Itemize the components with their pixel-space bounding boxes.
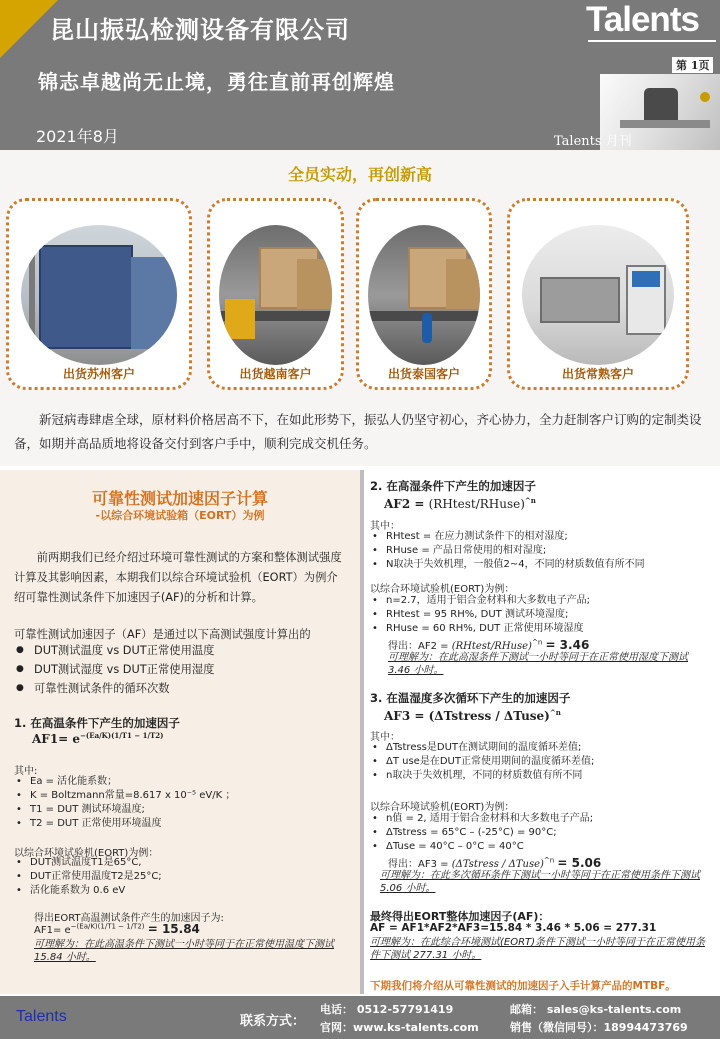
shipping-card-label: 出货泰国客户 — [387, 367, 460, 381]
list-item: • ΔT use是在DUT正常使用期间的温度循环差值; — [370, 755, 710, 769]
list-item: ● 可靠性测试条件的循环次数 — [14, 679, 348, 698]
chamber-shape-2 — [131, 257, 177, 349]
section-2-heading: 2. 在高湿条件下产生的加速因子 — [370, 479, 536, 493]
worker-shape — [422, 313, 432, 343]
result-value: = 15.84 — [147, 922, 200, 936]
brand-underline — [588, 40, 716, 42]
truck-photo — [219, 225, 332, 365]
screen-shape — [632, 271, 660, 287]
next-issue-teaser: 下期我们将介绍从可靠性测试的加速因子入手计算产品的MTBF。 — [370, 980, 676, 992]
example-label: 以综合环境试验机(EORT)为例： — [370, 584, 515, 595]
example-list — [370, 594, 710, 636]
list-item: • N取决于失效机理，一般值2~4，不同的材质数值有所不同 — [370, 558, 710, 572]
result-label: 得出：AF3 = — [388, 859, 449, 870]
website-link[interactable]: 官网：www.ks-talents.com — [320, 1021, 479, 1034]
list-item: • n取决于失效机理，不同的材质数值有所不同 — [370, 769, 710, 783]
af1-note: 可理解为：在此高温条件下测试一小时等同于在正常使用温度下测试 15.84 小时。 — [34, 939, 334, 963]
crate-shape-2 — [297, 259, 332, 309]
final-heading: 最终得出EORT整体加速因子(AF)： — [370, 910, 550, 923]
sales-phone: 销售（微信同号）：18994473769 — [510, 1021, 688, 1034]
example-label: 以综合环境试验机(EORT)为例： — [14, 848, 159, 859]
shipping-card-suzhou — [6, 198, 192, 390]
article-subtitle: -以综合环境试验箱（EORT）为例 — [95, 509, 265, 522]
definition-list — [14, 775, 348, 831]
formula-label: AF3 = — [384, 709, 425, 723]
list-item: • T2 = DUT 正常使用环境温度 — [14, 817, 348, 831]
list-item: • RHtest = 在应力测试条件下的相对湿度; — [370, 530, 710, 544]
crate-shape-2 — [446, 259, 480, 309]
definition-list — [370, 741, 710, 783]
truck-photo — [368, 225, 480, 365]
list-item: • ΔTstress = 65°C – (-25°C) = 90°C; — [370, 826, 710, 840]
article-right-column — [360, 470, 720, 994]
list-item: • RHtest = 95 RH%, DUT 测试环境湿度; — [370, 608, 710, 622]
pole-shape — [29, 225, 35, 365]
example-list — [14, 856, 348, 898]
list-item: • ΔTuse = 40°C – 0°C = 40°C — [370, 840, 710, 854]
column-divider — [360, 470, 364, 994]
list-item: • n=2.7，适用于铝合金材料和大多数电子产品; — [370, 594, 710, 608]
shipping-title: 全员实动，再创新高 — [287, 165, 432, 184]
definition-list — [370, 530, 710, 572]
forklift-shape — [225, 299, 255, 339]
list-item: • DUT正常使用温度T2是25°C; — [14, 870, 348, 884]
formula-exponent: −(Ea/K)(1/T1 − 1/T2) — [70, 922, 145, 931]
shipping-card-vietnam — [207, 198, 344, 390]
list-item: • ΔTstress是DUT在测试期间的温度循环差值; — [370, 741, 710, 755]
section-3-heading: 3. 在温湿度多次循环下产生的加速因子 — [370, 691, 571, 705]
shipping-card-thailand — [356, 198, 492, 390]
shipping-section — [0, 150, 720, 466]
result-value: = 3.46 — [545, 638, 590, 652]
footer-brand: Talents — [16, 1008, 67, 1025]
shipping-card-label: 出货苏州客户 — [62, 367, 135, 381]
formula-base: e — [72, 732, 81, 746]
header-banner — [0, 0, 720, 150]
formula-body: (ΔTstress / ΔTuse) — [428, 709, 550, 723]
formula-exponent: ^n — [531, 638, 543, 647]
chamber-shape — [39, 245, 133, 349]
formula-body: (ΔTstress / ΔTuse) — [451, 859, 544, 870]
af2-result — [388, 637, 589, 652]
formula-exponent: −(Ea/K)(1/T1 − 1/T2) — [80, 731, 164, 740]
formula-body: (RHtest/RHuse) — [428, 497, 525, 511]
shipping-card-changshu — [507, 198, 689, 390]
formula-exponent: ^n — [543, 856, 555, 865]
shipping-card-label: 出货越南客户 — [239, 367, 312, 381]
formula-label: AF1= — [32, 732, 69, 746]
formula-base: AF1= e — [34, 925, 71, 936]
footer — [0, 996, 720, 1039]
slogan: 锦志卓越尚无止境，勇往直前再创辉煌 — [38, 70, 395, 94]
article-lead: 可靠性测试加速因子（AF）是通过以下高测试强度计算出的 — [14, 628, 311, 641]
list-item: • Ea = 活化能系数； — [14, 775, 348, 789]
contact-label: 联系方式： — [240, 1014, 306, 1029]
list-item: • T1 = DUT 测试环境温度; — [14, 803, 348, 817]
final-formula: AF = AF1*AF2*AF3=15.84 * 3.46 * 5.06 = 277.31 — [370, 922, 657, 934]
af2-note: 可理解为：在此高湿条件下测试一小时等同于在正常使用湿度下测试 3.46 小时。 — [388, 652, 688, 676]
list-item: • RHuse = 产品日常使用的相对湿度; — [370, 544, 710, 558]
list-item: • K = Boltzmann常量=8.617 x 10⁻⁵ eV/K ； — [14, 789, 348, 803]
article-intro: 前两期我们已经介绍过环境可靠性测试的方案和整体测试强度计算及其影响因素，本期我们以综合环境试验机（EORT）为例介绍可靠性测试条件下加速因子(AF)的分析和计算。 — [14, 551, 342, 604]
where-label: 其中： — [370, 521, 400, 532]
list-item: ● DUT测试温度 vs DUT正常使用温度 — [14, 641, 348, 660]
where-label: 其中: — [14, 766, 38, 777]
list-item: • DUT测试温度T1是65°C, — [14, 856, 348, 870]
result-value: = 5.06 — [557, 856, 602, 870]
company-name: 昆山振弘检测设备有限公司 — [50, 16, 350, 44]
equipment-photo — [522, 225, 674, 365]
desk-shape — [620, 120, 710, 128]
brand-logo: Talents — [586, 0, 699, 39]
issue-name: Talents 月刊 — [554, 134, 632, 149]
phone: 电话： 0512-57791419 — [320, 1003, 454, 1016]
shipping-card-label: 出货常熟客户 — [561, 367, 634, 381]
example-label: 以综合环境试验机(EORT)为例： — [370, 802, 515, 813]
shipping-paragraph: 新冠病毒肆虐全球，原材料价格居高不下，在如此形势下，振弘人仍坚守初心，齐心协力，全力赶制客户订购的定制类设备，如期并高品质地将设备交付到客户手中，顺利完成交机任务。 — [14, 412, 702, 451]
af1-result — [34, 922, 200, 936]
af3-note: 可理解为：在此多次循环条件下测试一小时等同于在正常使用条件下测试 5.06 小时。 — [380, 870, 700, 894]
page-number: 第 1页 — [672, 57, 713, 73]
chamber-photo — [21, 225, 177, 365]
list-item: • RHuse = 60 RH%, DUT 正常使用环境湿度 — [370, 622, 710, 636]
lamp-shape — [700, 92, 710, 102]
list-item: ● DUT测试湿度 vs DUT正常使用湿度 — [14, 660, 348, 679]
formula-label: AF2 = — [384, 497, 425, 511]
af1-formula — [32, 731, 163, 746]
issue-date: 2021年8月 — [36, 127, 119, 146]
where-label: 其中： — [370, 732, 400, 743]
final-note: 可理解为：在此综合环境测试(EORT)条件下测试一小时等同于在正常使用条件下测试 277.31 小时。 — [370, 937, 706, 961]
af3-result — [388, 855, 601, 870]
article-title: 可靠性测试加速因子计算 — [91, 489, 268, 508]
result-label: 得出：AF2 = — [388, 641, 449, 652]
formula-body: (RHtest/RHuse) — [451, 641, 532, 652]
af2-formula — [384, 496, 536, 511]
table-shape — [540, 277, 620, 323]
formula-exponent: ^n — [549, 708, 561, 717]
email-link[interactable]: 邮箱： sales@ks-talents.com — [510, 1003, 682, 1016]
formula-exponent: ^n — [524, 496, 536, 505]
list-item: • n值 = 2, 适用于铝合金材料和大多数电子产品; — [370, 812, 710, 826]
example-list — [370, 812, 710, 854]
list-item: • 活化能系数为 0.6 eV — [14, 884, 348, 898]
af3-formula — [384, 708, 561, 723]
factor-list — [14, 641, 348, 698]
section-1-heading: 1. 在高温条件下产生的加速因子 — [14, 716, 180, 730]
article-left-column — [0, 470, 360, 994]
result-label: 得出EORT高温测试条件产生的加速因子为: — [34, 913, 224, 924]
